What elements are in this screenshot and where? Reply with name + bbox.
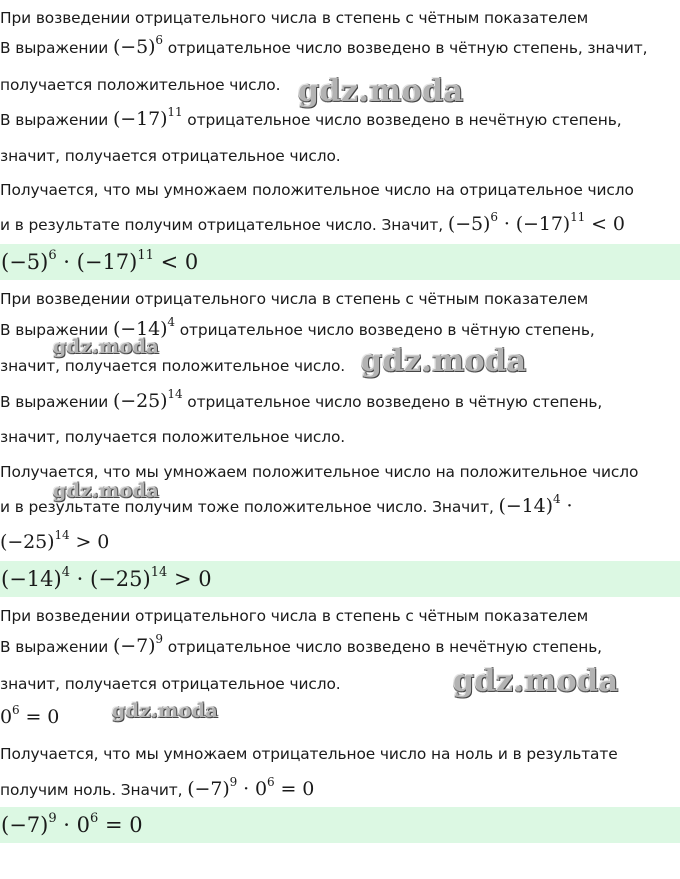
- expression-line: [0, 703, 60, 729]
- watermark-logo: gdz.moda: [298, 74, 464, 109]
- expression-line: В выражении $(-14)^4$ отрицательное число возведено в чётную степень,: [0, 315, 595, 340]
- conclusion-line: и в результате получим тоже положительное число. Значит, $(-14)^4$ ·: [0, 492, 573, 517]
- expression-line: В выражении $(-7)^9$ отрицательное число возведено в нечётную степень,: [0, 632, 602, 657]
- answer-box: [0, 561, 680, 597]
- math-expression: $(-25)^{14} > 0$: [0, 528, 110, 553]
- math-power: $(-14)^4$: [112, 315, 175, 340]
- result-text: значит, получается отрицательное число.: [0, 675, 341, 693]
- watermark-logo: gdz.moda: [53, 480, 160, 502]
- expression-line: В выражении $(-25)^{14}$ отрицательное число возведено в чётную степень,: [0, 387, 603, 412]
- expression-line: В выражении $(-17)^{11}$ отрицательное число возведено в нечётную степень,: [0, 105, 622, 130]
- math-power: $(-17)^{11}$: [112, 105, 183, 130]
- rule-text: При возведении отрицательного числа в степень с чётным показателем: [0, 9, 589, 27]
- result-text: значит, получается отрицательное число.: [0, 147, 341, 165]
- conclusion-text: Получается, что мы умножаем положительное число на отрицательное число: [0, 181, 634, 199]
- watermark-logo: gdz.moda: [53, 336, 160, 358]
- result-text: значит, получается положительное число.: [0, 357, 346, 375]
- result-text: получается положительное число.: [0, 76, 281, 94]
- answer-box: [0, 807, 680, 843]
- answer-expression: $(-14)^4 \cdot (-25)^{14} > 0$: [1, 565, 212, 591]
- conclusion-text: Получается, что мы умножаем положительное число на положительное число: [0, 463, 639, 481]
- math-expression: $(-5)^6 \cdot (-17)^{11} < 0$: [447, 210, 625, 235]
- watermark-logo: gdz.moda: [453, 664, 619, 699]
- conclusion-line: получим ноль. Значит, $(-7)^9 \cdot 0^6 = 0$: [0, 775, 315, 800]
- expression-line: В выражении $(-5)^6$ отрицательное число возведено в чётную степень, значит,: [0, 33, 648, 58]
- watermark-logo: gdz.moda: [361, 344, 527, 379]
- conclusion-line: и в результате получим отрицательное число. Значит, $(-5)^6 \cdot (-17)^{11} < 0$: [0, 210, 625, 235]
- answer-box: [0, 244, 680, 280]
- watermark-logo: gdz.moda: [112, 700, 219, 722]
- math-power: $(-25)^{14}$: [112, 387, 183, 412]
- math-power: $(-7)^9$: [112, 632, 163, 657]
- math-power: $(-5)^6$: [112, 33, 163, 58]
- result-text: значит, получается положительное число.: [0, 428, 346, 446]
- rule-text: При возведении отрицательного числа в степень с чётным показателем: [0, 607, 589, 625]
- math-expression: $(-14)^4$ ·: [498, 492, 573, 517]
- conclusion-line-wrap: [0, 528, 110, 554]
- conclusion-text: Получается, что мы умножаем отрицательное число на ноль и в результате: [0, 745, 618, 763]
- answer-expression: $(-7)^9 \cdot 0^6 = 0$: [1, 811, 143, 837]
- math-expression: $(-7)^9 \cdot 0^6 = 0$: [187, 775, 315, 800]
- math-power: $0^6 = 0$: [0, 703, 60, 728]
- answer-expression: $(-5)^6 \cdot (-17)^{11} < 0$: [1, 248, 199, 274]
- rule-text: При возведении отрицательного числа в степень с чётным показателем: [0, 290, 589, 308]
